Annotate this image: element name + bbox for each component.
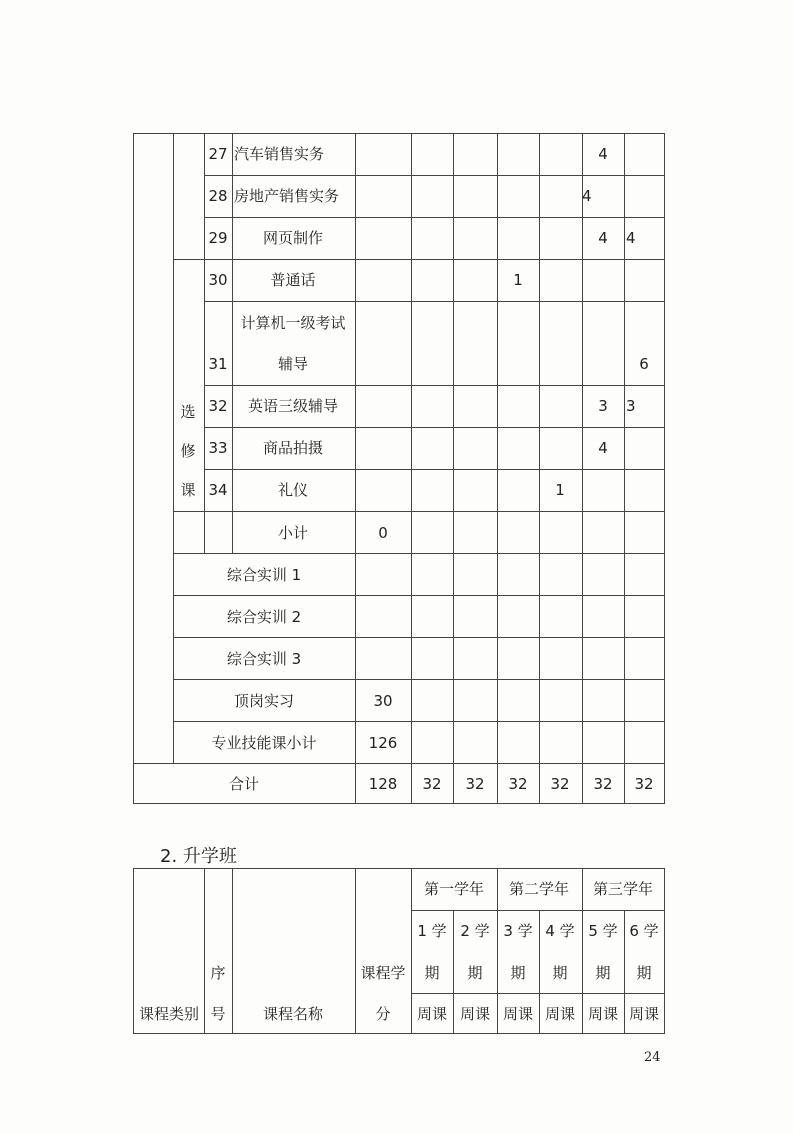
elective-label-3: 课	[180, 481, 196, 499]
header-course-name: 课程名称	[262, 1005, 324, 1023]
header-credit-2: 分	[375, 1005, 391, 1023]
term-2-label: 2 学	[460, 922, 490, 940]
header-credit-1: 课程学	[360, 964, 406, 982]
row-31-s6: 6	[639, 355, 649, 373]
row-30-s3: 1	[513, 271, 523, 289]
term-6-weekly: 周课	[628, 1005, 660, 1023]
term-2-weekly: 周课	[459, 1005, 491, 1023]
row-33-no: 33	[208, 439, 228, 457]
row-27-no: 27	[208, 145, 228, 163]
row-33-s5: 4	[598, 439, 608, 457]
row-27-s5: 4	[598, 145, 608, 163]
term-5-label: 5 学	[588, 922, 618, 940]
term-1-label: 1 学	[417, 922, 447, 940]
term-3-weekly: 周课	[502, 1005, 534, 1023]
course-table	[133, 133, 665, 804]
term-5-qi: 期	[595, 964, 611, 982]
row-31-no: 31	[208, 355, 228, 373]
elective-label-2: 修	[180, 442, 196, 460]
skill-subtotal-label: 专业技能课小计	[211, 734, 317, 752]
row-32-name: 英语三级辅导	[247, 397, 339, 415]
training-2-label: 综合实训 2	[226, 608, 302, 626]
row-31-name-line1: 计算机一级考试	[240, 314, 346, 332]
row-29-s6: 4	[626, 229, 636, 247]
row-32-s5: 3	[598, 397, 608, 415]
row-29-s5: 4	[598, 229, 608, 247]
course-table-header	[133, 868, 665, 1034]
term-6-qi: 期	[636, 964, 652, 982]
total-s2: 32	[465, 775, 485, 793]
total-s1: 32	[422, 775, 442, 793]
subtotal-credit: 0	[378, 524, 388, 542]
row-28-no: 28	[208, 187, 228, 205]
row-34-name: 礼仪	[277, 481, 309, 499]
term-4-label: 4 学	[545, 922, 575, 940]
row-34-no: 34	[208, 481, 228, 499]
row-33-name: 商品拍摄	[262, 439, 324, 457]
total-s6: 32	[634, 775, 654, 793]
term-1-weekly: 周课	[416, 1005, 448, 1023]
page-number: 24	[644, 1050, 661, 1065]
header-category: 课程类别	[138, 1005, 200, 1023]
section-heading: 2. 升学班	[160, 846, 237, 867]
row-31-name-line2: 辅导	[277, 355, 309, 373]
internship-label: 顶岗实习	[233, 692, 295, 710]
skill-subtotal-credit: 126	[368, 734, 398, 752]
row-27-name: 汽车销售实务	[234, 145, 325, 163]
row-34-s4: 1	[555, 481, 565, 499]
row-28-name: 房地产销售实务	[234, 187, 340, 205]
row-32-no: 32	[208, 397, 228, 415]
total-s4: 32	[550, 775, 570, 793]
elective-label-1: 选	[180, 403, 196, 421]
header-seq-1: 序	[210, 964, 226, 982]
internship-credit: 30	[373, 692, 393, 710]
subtotal-label: 小计	[277, 524, 309, 542]
header-seq-2: 号	[210, 1005, 226, 1023]
term-5-weekly: 周课	[587, 1005, 619, 1023]
row-29-name: 网页制作	[262, 229, 324, 247]
row-28-s5: 4	[582, 187, 592, 205]
total-s5: 32	[593, 775, 613, 793]
row-29-no: 29	[208, 229, 228, 247]
header-year-1: 第一学年	[423, 880, 485, 898]
header-year-2: 第二学年	[508, 880, 570, 898]
term-3-qi: 期	[510, 964, 526, 982]
training-3-label: 综合实训 3	[226, 650, 302, 668]
total-credit: 128	[368, 775, 398, 793]
total-label: 合计	[228, 775, 260, 793]
term-4-qi: 期	[552, 964, 568, 982]
row-32-s6: 3	[626, 397, 636, 415]
term-3-label: 3 学	[503, 922, 533, 940]
total-s3: 32	[508, 775, 528, 793]
row-30-no: 30	[208, 271, 228, 289]
term-4-weekly: 周课	[544, 1005, 576, 1023]
header-year-3: 第三学年	[592, 880, 654, 898]
term-2-qi: 期	[467, 964, 483, 982]
term-1-qi: 期	[424, 964, 440, 982]
training-1-label: 综合实训 1	[226, 566, 302, 584]
row-30-name: 普通话	[270, 271, 316, 289]
term-6-label: 6 学	[629, 922, 659, 940]
